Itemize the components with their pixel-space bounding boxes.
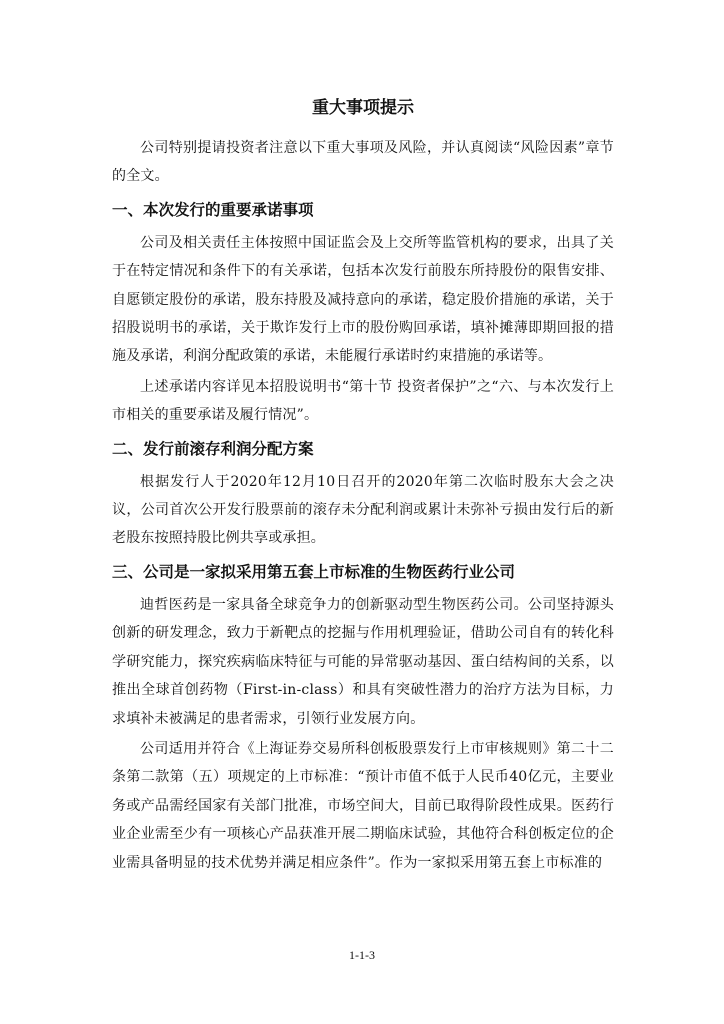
section-2 (112, 436, 614, 553)
section-1 (112, 197, 614, 430)
paragraph: 上述承诺内容详见本招股说明书“第十节 投资者保护”之“六、与本次发行上市相关的重要承诺及履行情况”。 (112, 378, 614, 424)
section-heading: 二、发行前滚存利润分配方案 (112, 439, 314, 458)
paragraph: 迪哲医药是一家具备全球竞争力的创新驱动型生物医药公司。公司坚持源头创新的研发理念，致力于新靶点的挖掘与作用机理验证，借助公司自有的转化科学研究能力，探究疾病临床特征与可能的异常驱动基因、蛋白结构间的关系，以推出全球首创药物（First-in-class）和具有突破性潜力的治疗方法为目标，力求填补未被满足的患者需求，引领行业发展方向。 (112, 596, 614, 727)
paragraph: 公司适用并符合《上海证券交易所科创板股票发行上市审核规则》第二十二条第二款第（五）项规定的上市标准：“预计市值不低于人民币40亿元，主要业务或产品需经国家有关部门批准，市场空间大，目前已取得阶段性成果。医药行业企业需至少有一项核心产品获准开展二期临床试验，其他符合科创板定位的企业需具备明显的技术优势并满足相应条件”。作为一家拟采用第五套上市标准的 (112, 740, 614, 871)
section-3 (112, 559, 614, 877)
intro-paragraph: 公司特别提请投资者注意以下重大事项及风险，并认真阅读“风险因素”章节的全文。 (112, 140, 614, 185)
page-number: 1-1-3 (349, 948, 375, 962)
section-heading: 三、公司是一家拟采用第五套上市标准的生物医药行业公司 (112, 562, 516, 581)
paragraph: 根据发行人于2020年12月10日召开的2020年第二次临时股东大会之决议，公司首次公开发行股票前的滚存未分配利润或累计未弥补亏损由发行后的新老股东按照持股比例共享或承担。 (112, 473, 614, 547)
document-page (112, 96, 614, 879)
section-heading: 一、本次发行的重要承诺事项 (112, 200, 314, 219)
document-title: 重大事项提示 (312, 98, 414, 118)
paragraph: 公司及相关责任主体按照中国证监会及上交所等监管机构的要求，出具了关于在特定情况和条件下的有关承诺，包括本次发行前股东所持股份的限售安排、自愿锁定股份的承诺，股东持股及减持意向的承诺，稳定股价措施的承诺，关于招股说明书的承诺，关于欺诈发行上市的股份购回承诺，填补摊薄即期回报的措施及承诺，利润分配政策的承诺，未能履行承诺时约束措施的承诺等。 (112, 234, 614, 365)
